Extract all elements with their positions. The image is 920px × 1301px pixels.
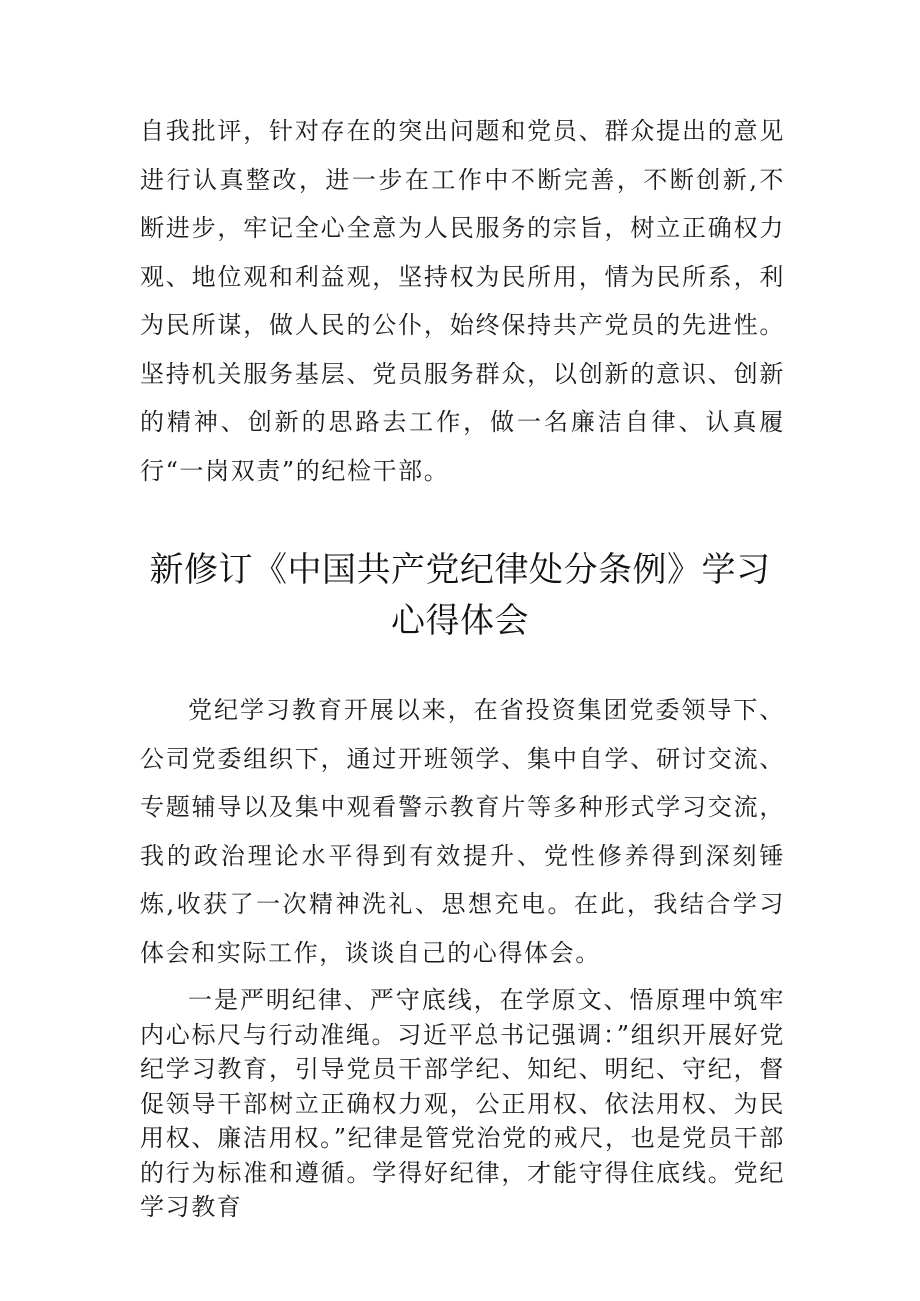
title-line-2: 心得体会 — [391, 601, 529, 641]
article-title — [110, 545, 810, 647]
paragraph-continued: 自我批评，针对存在的突出问题和党员、群众提出的意见进行认真整改，进一步在工作中不断完善，不断创新,不断进步，牢记全心全意为人民服务的宗旨，树立正确权力观、地位观和利益观，坚持权为民所用，情为民所系，利为民所谋，做人民的公仆，始终保持共产党员的先进性。坚持机关服务基层、党员服务群众，以创新的意识、创新的精神、创新的思路去工作，做一名廉洁自律、认真履行“一岗双责”的纪检干部。 — [140, 117, 785, 485]
title-line-1: 新修订《中国共产党纪律处分条例》学习 — [149, 550, 771, 590]
paragraph-intro: 党纪学习教育开展以来，在省投资集团党委领导下、公司党委组织下，通过开班领学、集中自学、研讨交流、专题辅导以及集中观看警示教育片等多种形式学习交流，我的政治理论水平得到有效提升、党性修养得到深刻锤炼,收获了一次精神洗礼、思想充电。在此，我结合学习体会和实际工作，谈谈自己的心得体会。 — [140, 696, 785, 967]
paragraph-point-one: 一是严明纪律、严守底线，在学原文、悟原理中筑牢内心标尺与行动准绳。习近平总书记强调：”组织开展好党纪学习教育，引导党员干部学纪、知纪、明纪、守纪，督促领导干部树立正确权力观，公正用权、依法用权、为民用权、廉洁用权。”纪律是管党治党的戒尺，也是党员干部的行为标准和遵循。学得好纪律，才能守得住底线。党纪学习教育 — [140, 986, 785, 1221]
